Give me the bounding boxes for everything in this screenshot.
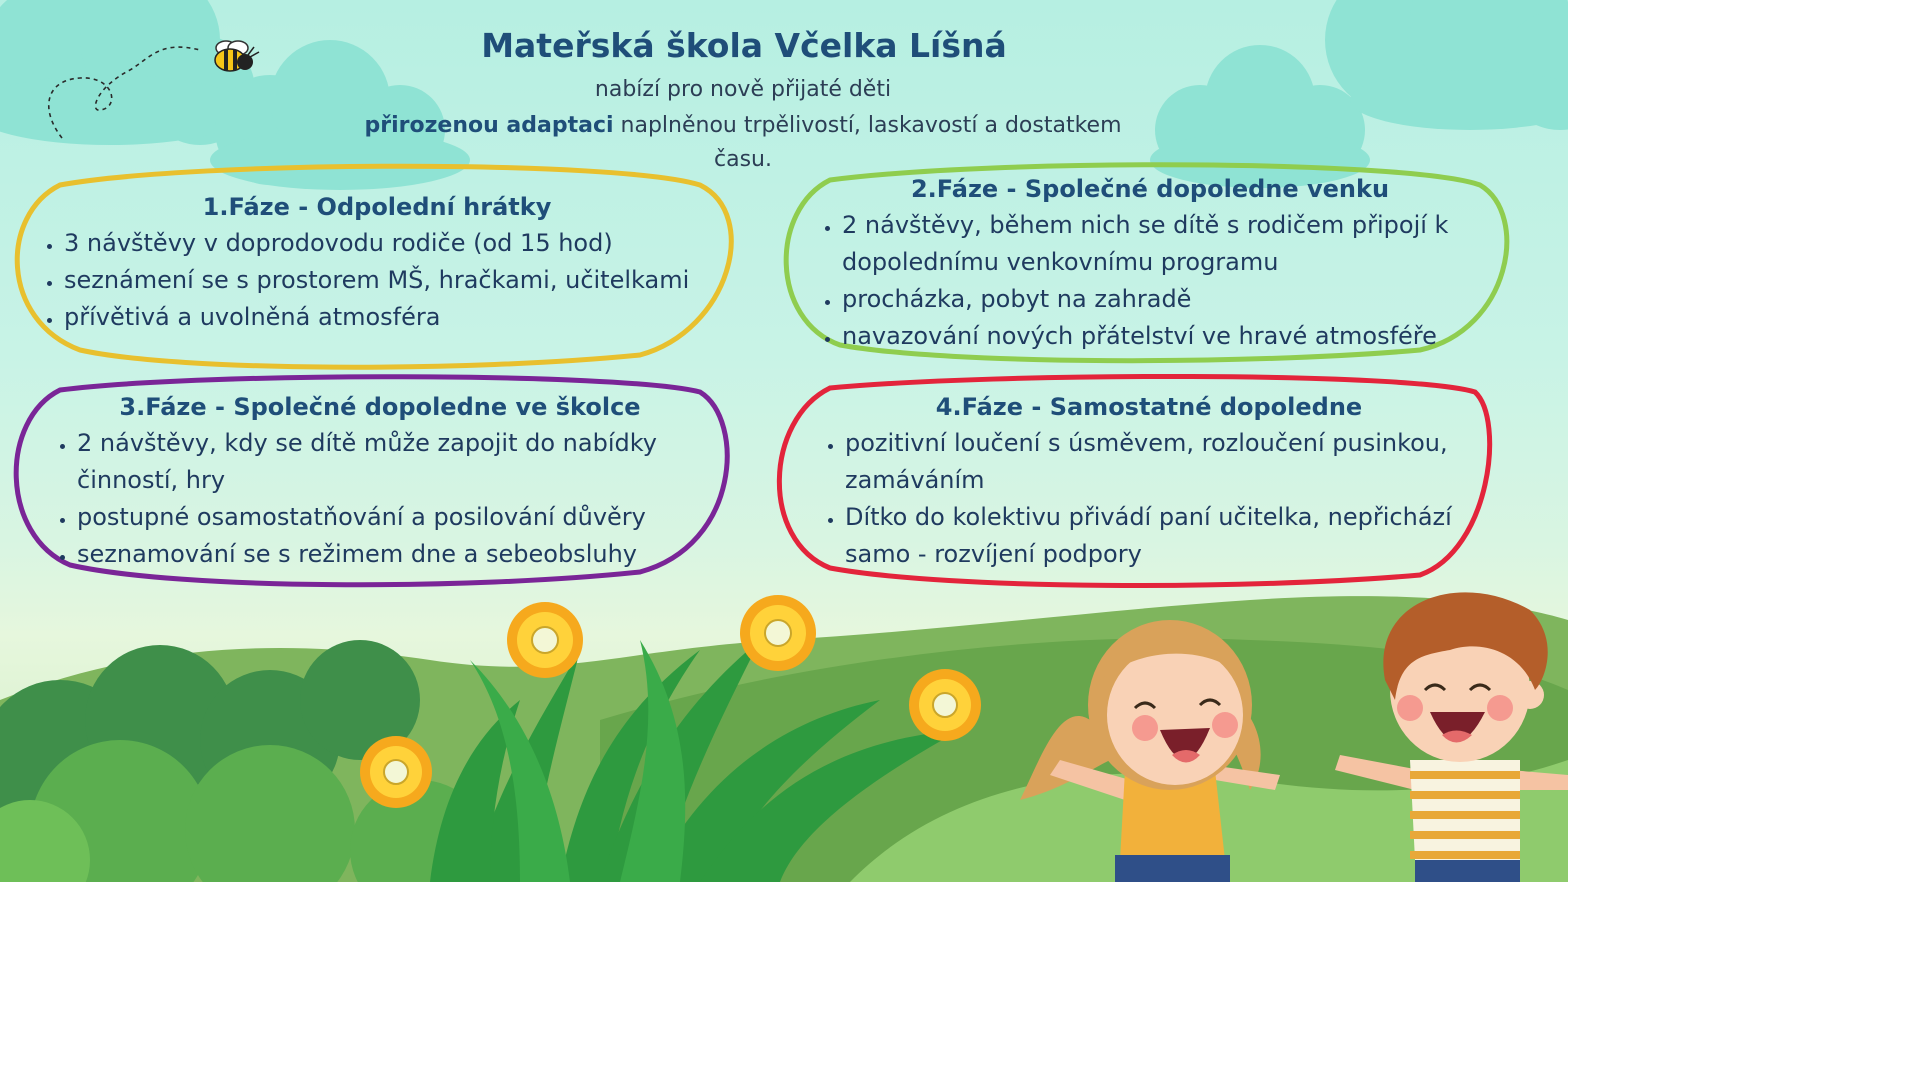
page-title: Mateřská škola Včelka Líšná	[481, 26, 1007, 65]
phase-1-item: • 3 návštěvy v doprodovodu rodiče (od 15 hod)	[64, 225, 722, 262]
phase-3-list	[45, 425, 715, 573]
phase-4-list	[813, 425, 1485, 573]
phase-3-item: • seznamování se s režimem dne a sebeobsluhy	[77, 536, 715, 573]
phase-2-item: • procházka, pobyt na zahradě	[842, 281, 1490, 318]
phase-1-item: • seznámení se s prostorem MŠ, hračkami, učitelkami	[64, 262, 722, 299]
phase-2-title: 2.Fáze - Společné dopoledne venku	[910, 175, 1390, 203]
subtitle-line-3: času.	[714, 147, 772, 172]
subtitle-line-2	[300, 113, 1186, 138]
phase-1-item: • přívětivá a uvolněná atmosféra	[64, 299, 722, 336]
phase-1-list	[32, 225, 722, 336]
phase-3-item: • postupné osamostatňování a posilování důvěry	[77, 499, 715, 536]
phase-2-card	[810, 175, 1490, 355]
phase-1-title: 1.Fáze - Odpolední hrátky	[202, 193, 552, 221]
phase-3-card	[45, 393, 715, 573]
phase-2-list	[810, 207, 1490, 355]
phase-4-title: 4.Fáze - Samostatné dopoledne	[935, 393, 1363, 421]
phase-1-card	[32, 193, 722, 336]
phase-4-item: • pozitivní loučení s úsměvem, rozloučení pusinkou, zamáváním	[845, 425, 1485, 499]
phase-4-item: • Dítko do kolektivu přivádí paní učitelka, nepřichází samo - rozvíjení podpory	[845, 499, 1485, 573]
phase-3-item: • 2 návštěvy, kdy se dítě může zapojit do nabídky činností, hry	[77, 425, 715, 499]
phase-4-card	[813, 393, 1485, 573]
phase-3-title: 3.Fáze - Společné dopoledne ve školce	[119, 393, 641, 421]
phase-2-item: • 2 návštěvy, během nich se dítě s rodičem připojí k dopolednímu venkovnímu programu	[842, 207, 1490, 281]
phase-2-item: • navazování nových přátelství ve hravé atmosféře	[842, 318, 1490, 355]
subtitle-rest: naplněnou trpělivostí, laskavostí a dostatkem	[613, 113, 1122, 138]
subtitle-bold: přirozenou adaptaci	[364, 113, 614, 138]
subtitle-line-1: nabízí pro nově přijaté děti	[594, 77, 892, 102]
